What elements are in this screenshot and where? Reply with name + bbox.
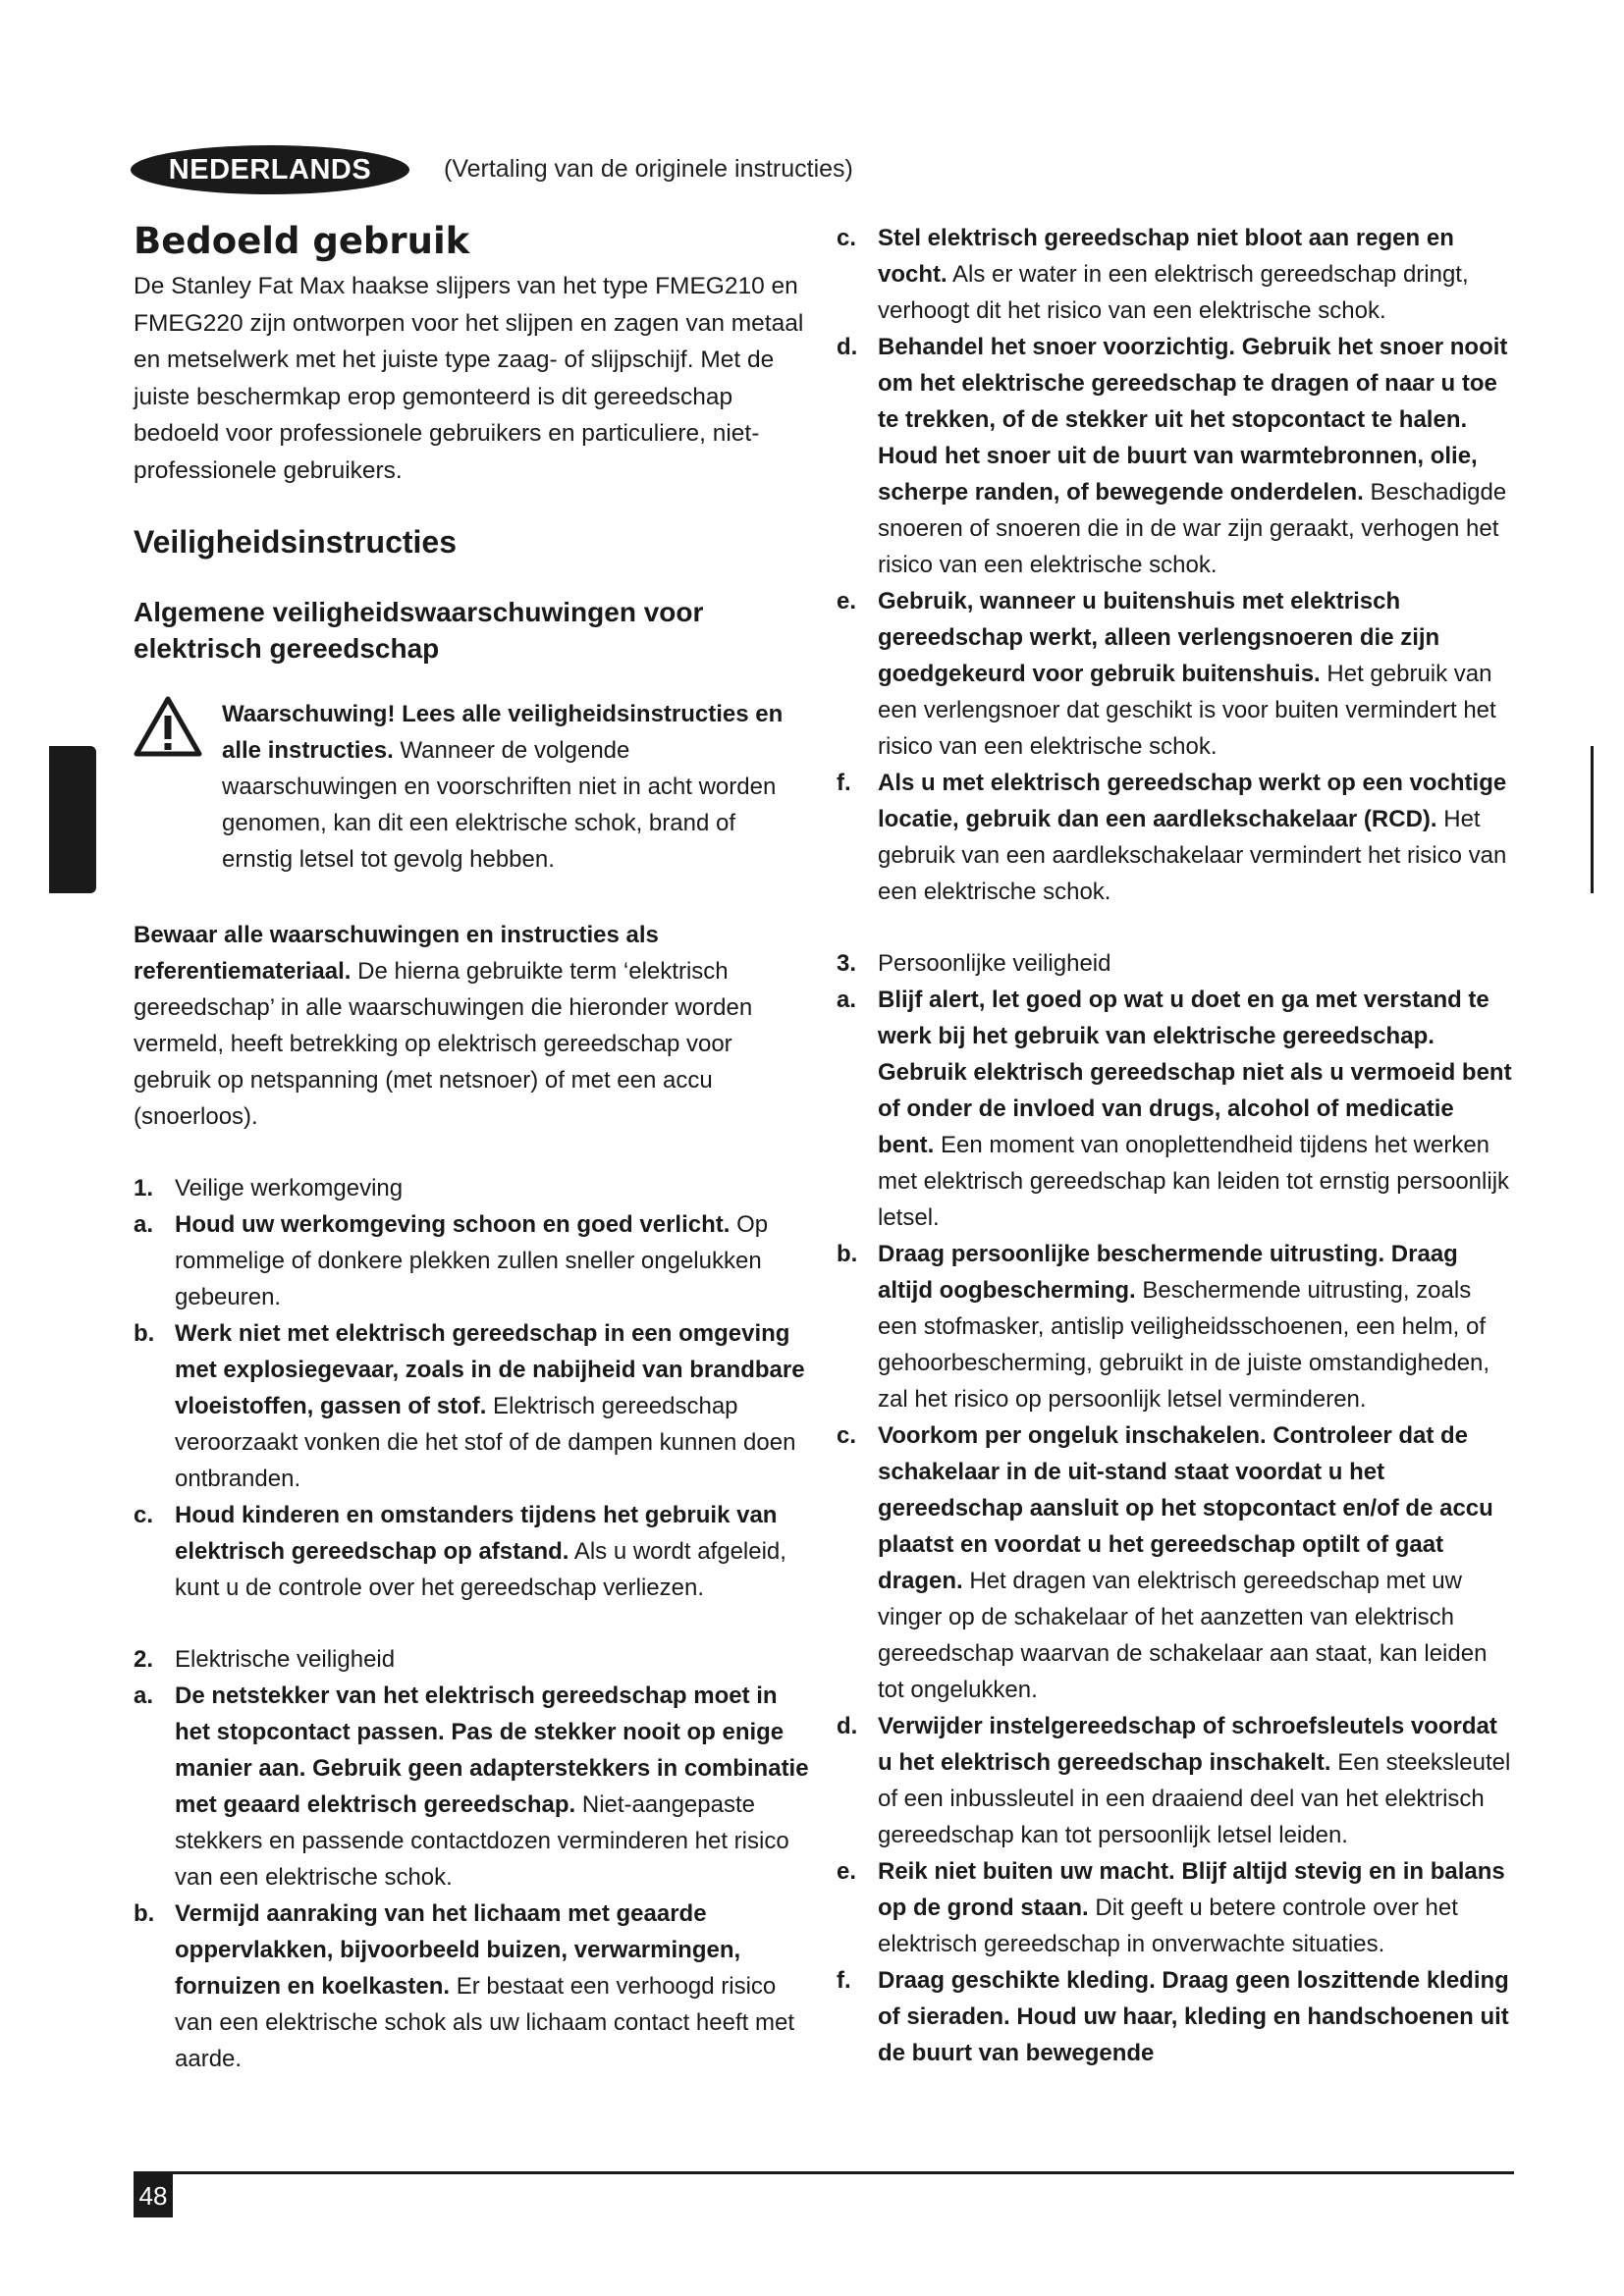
section-tab-marker <box>49 746 96 893</box>
list-item-text: Op rommelige of donkere plekken zullen sneller ongelukken gebeuren. <box>175 1211 769 1310</box>
intended-use-text: De Stanley Fat Max haakse slijpers van het type FMEG210 en FMEG220 zijn ontworpen voor het slijpen en zagen van metaal en metselwerk met het juiste type zaag- of slijpschijf. Met de juiste beschermkap erop gemonteerd is dit gereedschap bedoeld voor professionele gebruikers en particuliere, niet-professionele gebruikers. <box>134 273 804 484</box>
general-warnings-heading: Algemene veiligheidswaarschuwingen voor elektrisch gereedschap <box>134 597 704 664</box>
list-item-text: Beschadigde snoeren of snoeren die in de war zijn geraakt, verhogen het risico van een elektrische schok. <box>878 479 1507 578</box>
list-item <box>134 1315 811 1497</box>
keep-instructions-bold: Bewaar alle waarschuwingen en instructies als referentiemateriaal. <box>134 922 659 985</box>
list-item <box>837 220 1514 329</box>
list-item <box>837 1236 1514 1417</box>
section-3-title: Persoonlijke veiligheid <box>878 950 1111 977</box>
intended-use-heading: Bedoeld gebruik <box>134 220 470 262</box>
list-item-text: Het gebruik van een aardlekschakelaar vermindert het risico van een elektrische schok. <box>878 806 1507 905</box>
list-item-text: Er bestaat een verhoogd risico van een elektrische schok als uw lichaam contact heeft met aarde. <box>175 1973 794 2072</box>
left-column <box>134 220 811 2077</box>
list-item-bold: Gebruik, wanneer u buitenshuis met elektrisch gereedschap werkt, alleen verlengsnoeren die zijn goedgekeurd voor gebruik buitenshuis. <box>878 588 1440 687</box>
list-item-label: c. <box>837 225 857 251</box>
language-badge: NEDERLANDS <box>131 145 409 194</box>
right-column <box>837 220 1514 2071</box>
list-item-text: Het gebruik van een verlengsnoer dat geschikt is voor buiten vermindert het risico van een elektrische schok. <box>878 661 1496 760</box>
list-item-text: Een moment van onoplettendheid tijdens het werken met elektrisch gereedschap kan leiden tot ernstig persoonlijk letsel. <box>878 1132 1510 1231</box>
list-item <box>837 583 1514 765</box>
list-item-bold: Als u met elektrisch gereedschap werkt op een vochtige locatie, gebruik dan een aardlekschakelaar (RCD). <box>878 770 1507 832</box>
list-item <box>837 1853 1514 1962</box>
list-item <box>837 329 1514 583</box>
list-item <box>134 1678 811 1896</box>
list-item-label: e. <box>837 1858 857 1885</box>
section-2-number: 2. <box>134 1646 154 1673</box>
list-item-text: Dit geeft u betere controle over het elektrisch gereedschap in onverwachte situaties. <box>878 1895 1458 1957</box>
list-item <box>134 1206 811 1315</box>
warning-text: Wanneer de volgende waarschuwingen en voorschriften niet in acht worden genomen, kan dit een elektrische schok, brand of ernstig letsel tot gevolg hebben. <box>222 737 777 873</box>
list-item-label: c. <box>837 1422 857 1449</box>
list-item-label: a. <box>134 1682 154 1709</box>
list-item <box>134 1497 811 1606</box>
list-item-bold: Draag persoonlijke beschermende uitrusting. Draag altijd oogbescherming. <box>878 1241 1458 1304</box>
warning-bold: Waarschuwing! Lees alle veiligheidsinstructies en alle instructies. <box>222 701 784 764</box>
section-2-title: Elektrische veiligheid <box>175 1646 396 1673</box>
list-item-bold: Blijf alert, let goed op wat u doet en ga met verstand te werk bij het gebruik van elektrische gereedschap. Gebruik elektrisch gereedschap niet als u vermoeid bent of onder de invloed van drugs, alcohol of medicatie bent. <box>878 987 1512 1158</box>
list-item-label: f. <box>837 1967 851 1994</box>
list-item-text: Als er water in een elektrisch gereedschap dringt, verhoogt dit het risico van een elektrische schok. <box>878 261 1469 324</box>
footer-rule <box>134 2171 1514 2174</box>
list-item <box>134 1896 811 2077</box>
list-item-label: b. <box>134 1900 155 1927</box>
list-item <box>837 1962 1514 2071</box>
list-item <box>837 765 1514 910</box>
list-item-label: b. <box>837 1241 858 1267</box>
list-item-label: d. <box>837 1713 858 1739</box>
list-item-bold: De netstekker van het elektrisch gereedschap moet in het stopcontact passen. Pas de stekker nooit op enige manier aan. Gebruik geen adapterstekkers in combinatie met geaard elektrisch gereedschap. <box>175 1682 809 1818</box>
list-item <box>837 1417 1514 1708</box>
list-item-text: Beschermende uitrusting, zoals een stofmasker, antislip veiligheidsschoenen, een helm, of gehoorbescherming, gebruikt in de juiste omstandigheden, zal het risico op persoonlijk letsel verminderen. <box>878 1277 1490 1413</box>
section-1-title: Veilige werkomgeving <box>175 1175 404 1201</box>
list-item-bold: Behandel het snoer voorzichtig. Gebruik het snoer nooit om het elektrische gereedschap te dragen of naar u toe te trekken, of de stekker uit het stopcontact te halen. Houd het snoer uit de buurt van warmtebronnen, olie, scherpe randen, of bewegende onderdelen. <box>878 334 1508 506</box>
section-3-number: 3. <box>837 950 857 977</box>
list-item-bold: Stel elektrisch gereedschap niet bloot aan regen en vocht. <box>878 225 1454 288</box>
section-3 <box>837 945 1514 2071</box>
list-item-label: f. <box>837 770 851 796</box>
keep-instructions-text: De hierna gebruikte term ‘elektrisch gereedschap’ in alle waarschuwingen die hieronder worden vermeld, heeft betrekking op elektrisch gereedschap voor gebruik op netspanning (met netsnoer) of met een accu (snoerloos). <box>134 958 753 1130</box>
list-item-label: a. <box>134 1211 154 1238</box>
list-item-bold: Houd uw werkomgeving schoon en goed verlicht. <box>175 1211 731 1238</box>
list-item-label: d. <box>837 334 858 360</box>
keep-instructions-paragraph <box>134 917 811 1135</box>
list-item-text: Niet-aangepaste stekkers en passende contactdozen verminderen het risico van een elektrische schok. <box>175 1791 789 1891</box>
section-1-number: 1. <box>134 1175 154 1201</box>
list-item-bold: Reik niet buiten uw macht. Blijf altijd stevig en in balans op de grond staan. <box>878 1858 1505 1921</box>
section-1 <box>134 1170 811 1606</box>
list-item-text: Een steeksleutel of een inbussleutel in een draaiend deel van het elektrisch gereedschap kan tot persoonlijk letsel leiden. <box>878 1749 1511 1848</box>
list-item-bold: Voorkom per ongeluk inschakelen. Controleer dat de schakelaar in de uit-stand staat voordat u het gereedschap aansluit op het stopcontact en/of de accu plaatst en voordat u het gereedschap optilt of gaat dragen. <box>878 1422 1493 1594</box>
list-item-text: Als u wordt afgeleid, kunt u de controle over het gereedschap verliezen. <box>175 1538 786 1601</box>
list-item-bold: Draag geschikte kleding. Draag geen loszittende kleding of sieraden. Houd uw haar, kleding en handschoenen uit de buurt van bewegende <box>878 1967 1509 2066</box>
list-item-bold: Houd kinderen en omstanders tijdens het gebruik van elektrisch gereedschap op afstand. <box>175 1502 778 1565</box>
section-2 <box>134 1641 811 2077</box>
translation-note: (Vertaling van de originele instructies) <box>444 155 853 183</box>
list-item <box>837 982 1514 1236</box>
list-item-label: b. <box>134 1320 155 1347</box>
section-2-continued <box>837 220 1514 910</box>
list-item-text: Elektrisch gereedschap veroorzaakt vonken die het stof of de dampen kunnen doen ontbranden. <box>175 1393 796 1492</box>
warning-block <box>134 696 811 878</box>
warning-triangle-icon <box>134 696 202 757</box>
list-item-label: c. <box>134 1502 154 1528</box>
list-item-bold: Werk niet met elektrisch gereedschap in een omgeving met explosiegevaar, zoals in de nabijheid van brandbare vloeistoffen, gassen of stof. <box>175 1320 805 1419</box>
list-item-text: Het dragen van elektrisch gereedschap met uw vinger op de schakelaar of het aanzetten van elektrisch gereedschap waarvan de schakelaar aan staat, kan leiden tot ongelukken. <box>878 1568 1488 1703</box>
list-item-label: a. <box>837 987 857 1013</box>
safety-heading: Veiligheidsinstructies <box>134 524 457 560</box>
list-item-label: e. <box>837 588 857 614</box>
list-item-bold: Verwijder instelgereedschap of schroefsleutels voordat u het elektrisch gereedschap inschakelt. <box>878 1713 1497 1776</box>
page-number: 48 <box>134 2174 173 2217</box>
list-item-bold: Vermijd aanraking van het lichaam met geaarde oppervlakken, bijvoorbeeld buizen, verwarmingen, fornuizen en koelkasten. <box>175 1900 741 2000</box>
list-item <box>837 1708 1514 1853</box>
margin-marker-line <box>1591 746 1594 893</box>
